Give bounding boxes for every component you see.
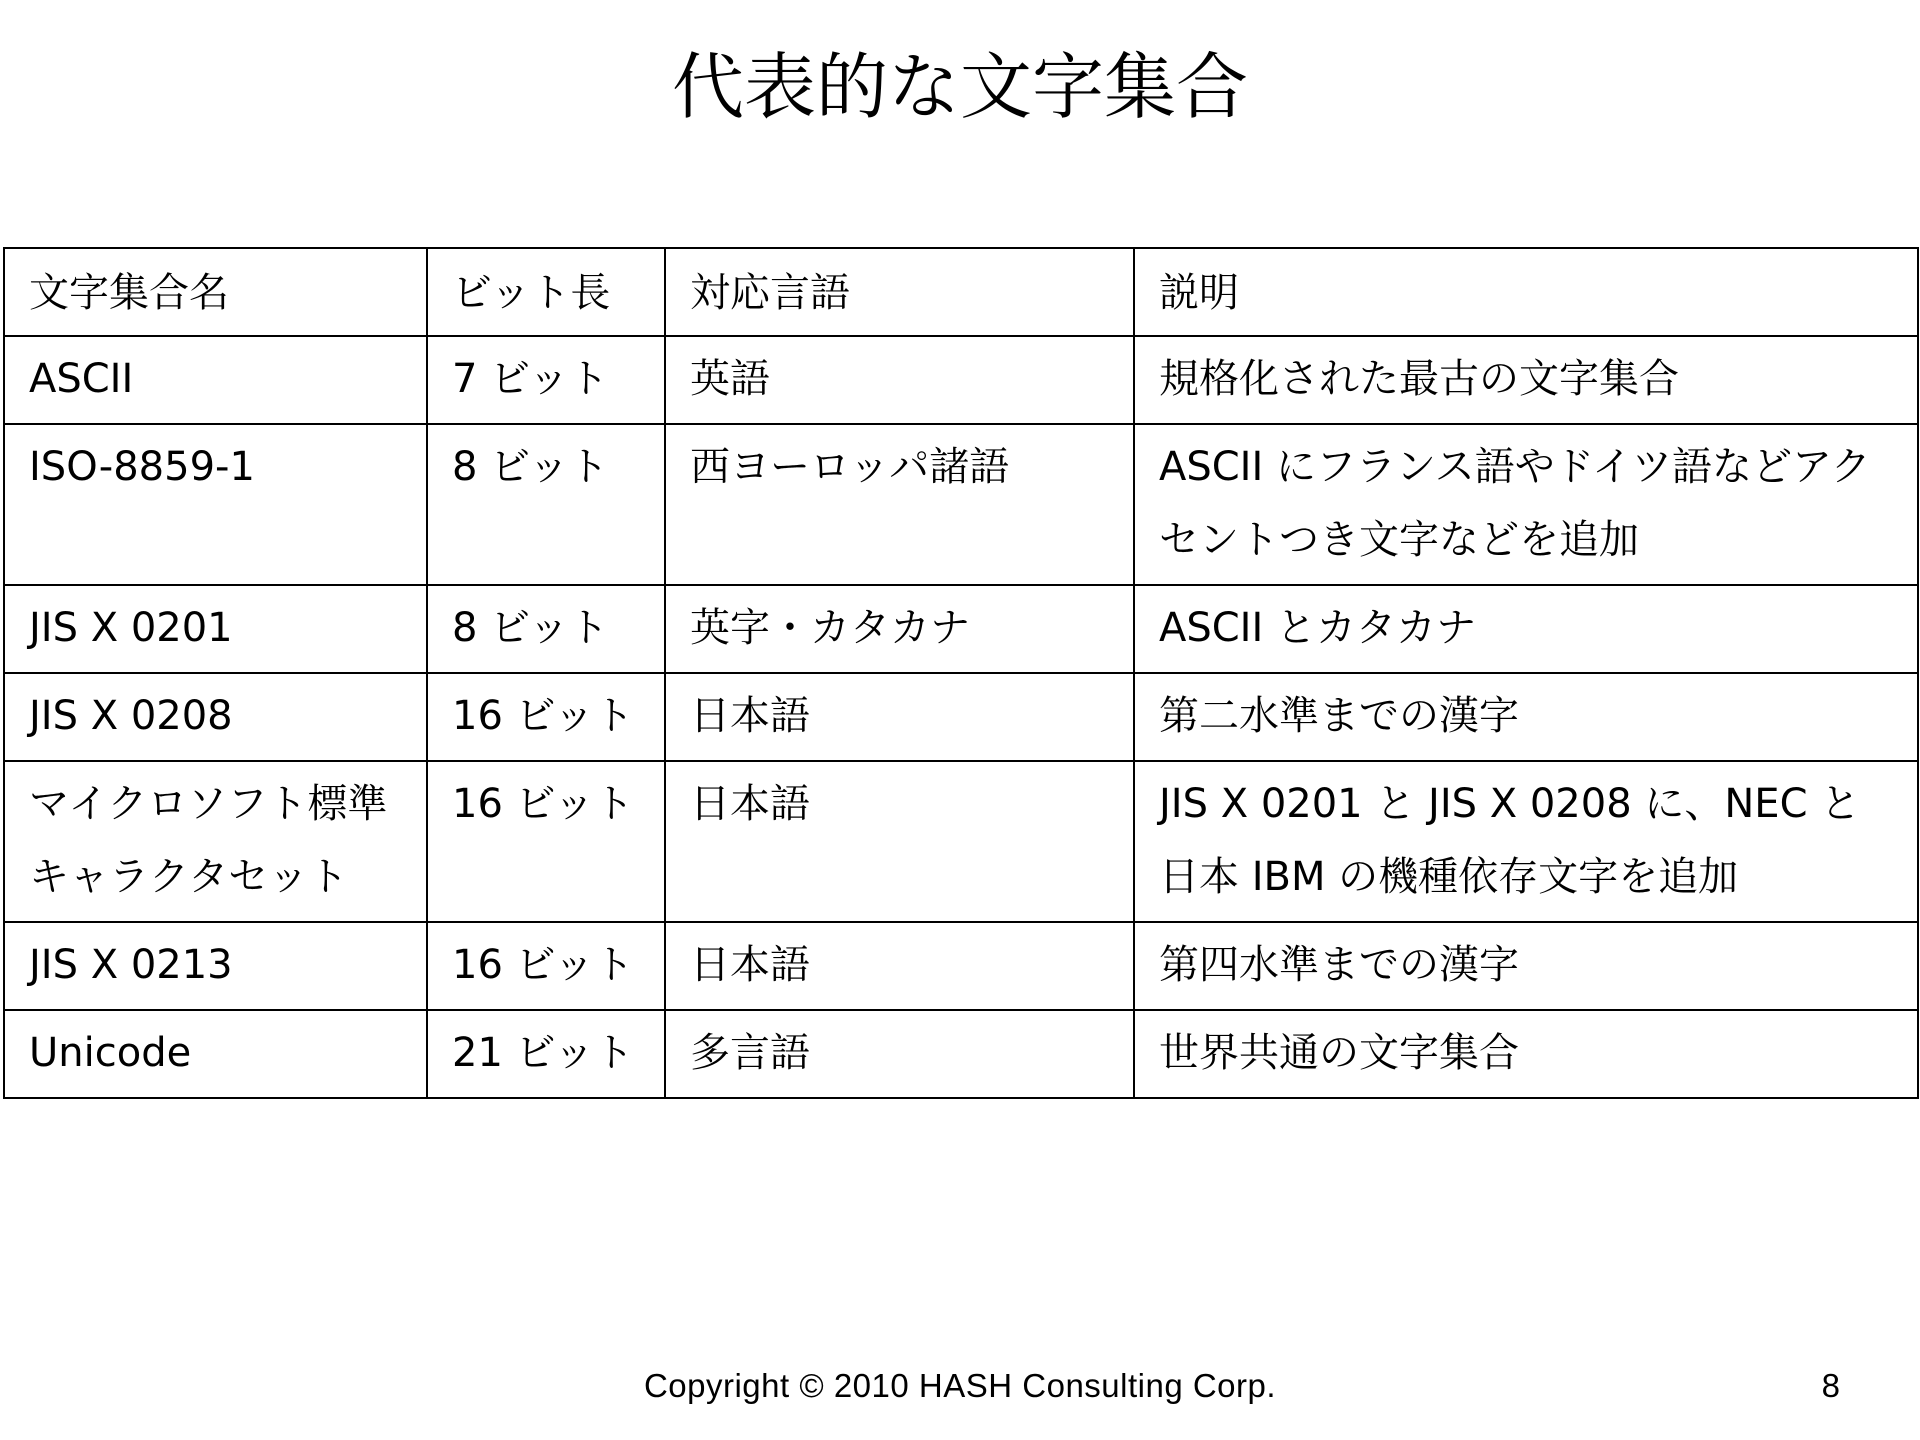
cell-language: 多言語 [665,1010,1134,1098]
table-row [4,673,1918,761]
cell-language: 英語 [665,336,1134,424]
column-header-language: 対応言語 [665,248,1134,336]
cell-description: JIS X 0201 と JIS X 0208 に、NEC と 日本 IBM の機種依存文字を追加 [1134,761,1918,922]
cell-bit-length: 16 ビット [427,922,665,1010]
charset-table [3,247,1919,1099]
table-row [4,336,1918,424]
cell-bit-length: 8 ビット [427,424,665,585]
cell-language: 西ヨーロッパ諸語 [665,424,1134,585]
cell-description: 規格化された最古の文字集合 [1134,336,1918,424]
table-row [4,424,1918,585]
cell-charset-name: ASCII [4,336,427,424]
cell-language: 英字・カタカナ [665,585,1134,673]
table-row [4,922,1918,1010]
cell-bit-length: 21 ビット [427,1010,665,1098]
cell-bit-length: 16 ビット [427,761,665,922]
cell-description: 第四水準までの漢字 [1134,922,1918,1010]
cell-bit-length: 16 ビット [427,673,665,761]
cell-description: ASCII にフランス語やドイツ語などアク セントつき文字などを追加 [1134,424,1918,585]
column-header-description: 説明 [1134,248,1918,336]
table-row [4,761,1918,922]
footer-copyright: Copyright © 2010 HASH Consulting Corp. [643,1367,1277,1404]
cell-charset-name: JIS X 0208 [4,673,427,761]
slide-title: 代表的な文字集合 [671,45,1248,129]
cell-bit-length: 7 ビット [427,336,665,424]
cell-bit-length: 8 ビット [427,585,665,673]
cell-charset-name: JIS X 0201 [4,585,427,673]
table-row [4,585,1918,673]
table-header-row [4,248,1918,336]
cell-charset-name: ISO-8859-1 [4,424,427,585]
column-header-bit-length: ビット長 [427,248,665,336]
table-row [4,1010,1918,1098]
column-header-charset-name: 文字集合名 [4,248,427,336]
cell-language: 日本語 [665,761,1134,922]
cell-charset-name: JIS X 0213 [4,922,427,1010]
cell-description: ASCII とカタカナ [1134,585,1918,673]
cell-charset-name: マイクロソフト標準 キャラクタセット [4,761,427,922]
cell-language: 日本語 [665,922,1134,1010]
cell-description: 世界共通の文字集合 [1134,1010,1918,1098]
cell-language: 日本語 [665,673,1134,761]
cell-charset-name: Unicode [4,1010,427,1098]
cell-description: 第二水準までの漢字 [1134,673,1918,761]
page-number: 8 [1821,1367,1840,1404]
